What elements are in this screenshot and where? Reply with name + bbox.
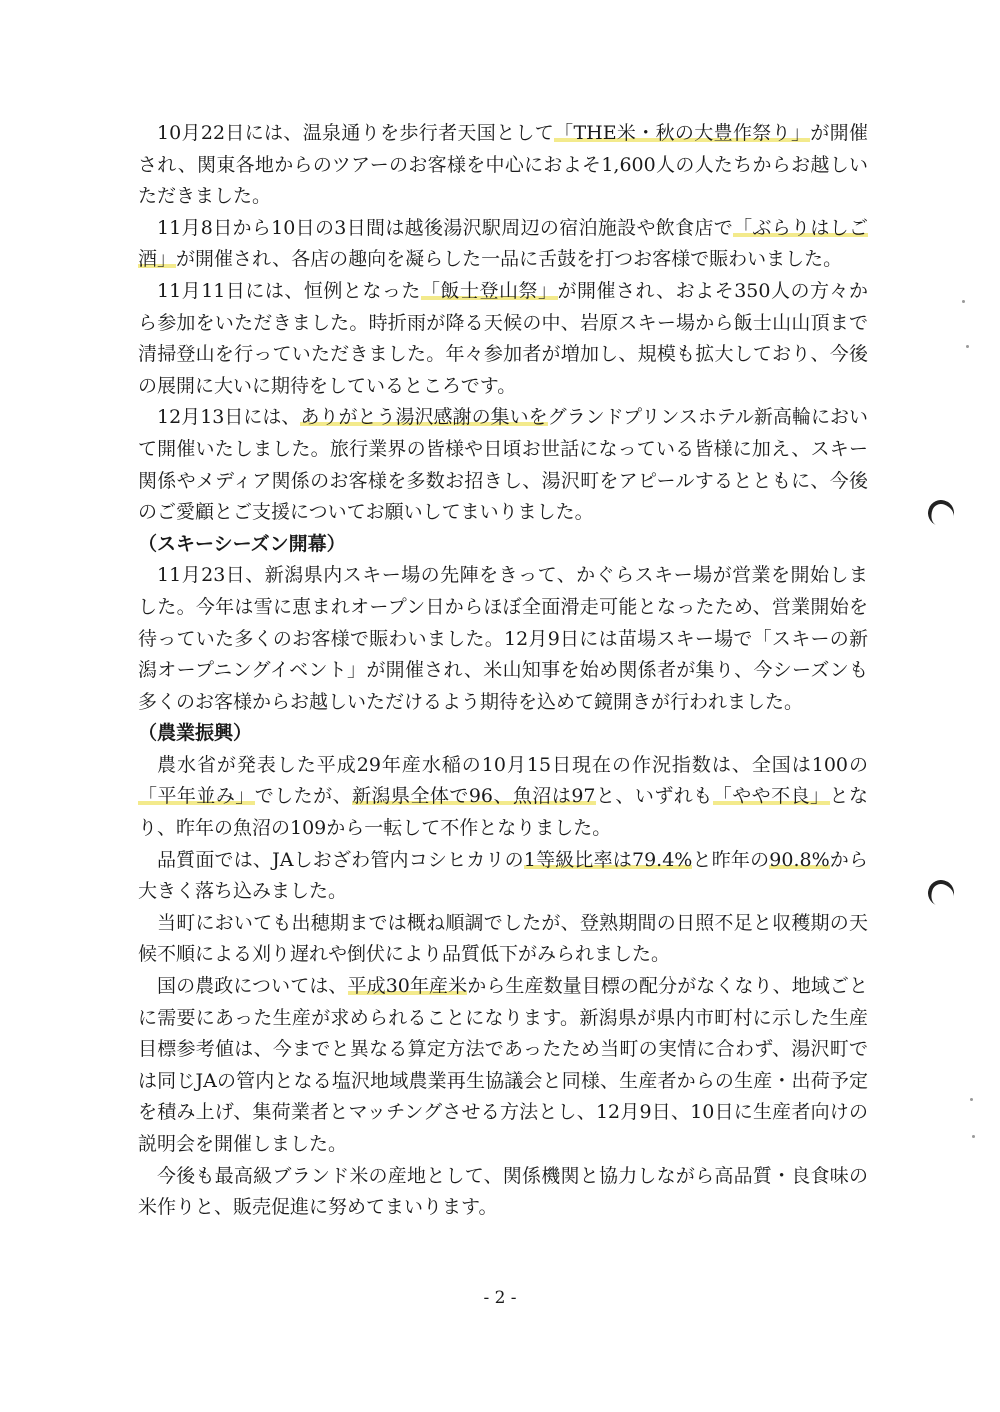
text: 10月22日には、温泉通りを歩行者天国として [157, 122, 555, 144]
paragraph-crop-index [138, 750, 868, 845]
text: 品質面では、JAしおざわ管内コシヒカリの [157, 848, 524, 871]
highlighted-text: 「THE米・秋の大豊作祭り」 [554, 122, 811, 144]
section-heading-ski: （スキーシーズン開幕） [138, 532, 346, 555]
text: と、いずれも [595, 785, 713, 808]
text: 11月11日には、恒例となった [157, 279, 421, 302]
text: 11月8日から10日の3日間は越後湯沢駅周辺の宿泊施設や飲食店で [157, 216, 734, 239]
text: と昨年の [692, 848, 770, 871]
paragraph-hashigozake [138, 213, 868, 276]
text: 農水省が発表した平成29年産水稲の10月15日現在の作況指数は、全国は100の [157, 753, 868, 776]
text: が開催され、およそ350人の方々から参加をいただきました。時折雨が降る天候の中、岩原スキー場から飯士山山頂まで清掃登山を行っていただきました。年々参加者が増加し、規模も拡大しており、今後の展開に大いに期待をしているところです。 [138, 279, 868, 397]
paragraph-quality [138, 845, 868, 908]
page-number: - 2 - [483, 1288, 517, 1308]
highlighted-text: 「ぶらりはしご酒」 [138, 216, 868, 271]
scan-speck [966, 345, 969, 348]
text: グランドプリンスホテル新高輪において開催いたしました。旅行業界の皆様や日頃お世話になっている皆様に加え、スキー関係やメディア関係のお客様を多数お招きし、湯沢町をアピールするとともに、今後のご愛顧とご支援についてお願いしてまいりました。 [138, 406, 868, 524]
paragraph-climbing [138, 276, 868, 402]
punch-hole-mark [924, 876, 957, 909]
paragraph-thanks [138, 402, 868, 528]
paragraph-policy [138, 971, 868, 1161]
highlighted-text: 「やや不良」 [712, 785, 830, 808]
paragraph-festival [138, 118, 868, 213]
section-heading-agriculture: （農業振興） [138, 722, 253, 745]
text: が開催され、各店の趣向を凝らした一品に舌鼓を打つお客様で賑わいました。 [176, 248, 843, 271]
text: となり、昨年の魚沼の109から一転して不作となりました。 [138, 785, 868, 840]
text: が開催され、関東各地からのツアーのお客様を中心におよそ1,600人の人たちからお越しいただきました。 [138, 122, 868, 208]
highlighted-text: 1等級比率は79.4% [523, 848, 693, 871]
text: から大きく落ち込みました。 [138, 848, 868, 903]
highlighted-text: ありがとう湯沢感謝の集いを [300, 406, 548, 429]
document-body [138, 118, 868, 1224]
highlighted-text: 90.8% [769, 848, 830, 871]
paragraph-future: 今後も最高級ブランド米の産地として、関係機関と協力しながら高品質・良食味の米作りと、販売促進に努めてまいります。 [138, 1164, 868, 1219]
text: でしたが、 [254, 785, 353, 808]
highlighted-text: 新潟県全体で96、魚沼は97 [352, 785, 596, 808]
highlighted-text: 平成30年産米 [347, 975, 468, 998]
paragraph-ski-season: 11月23日、新潟県内スキー場の先陣をきって、かぐらスキー場が営業を開始しました。今年は雪に恵まれオープン日からほぼ全面滑走可能となったため、営業開始を待っていた多くのお客様で賑わいました。12月9日には苗場スキー場で「スキーの新潟オープニングイベント」が開催され、米山知事を始め関係者が集り、今シーズンも多くのお客様からお越しいただけるよう期待を込めて鏡開きが行われました。 [138, 564, 868, 713]
scan-speck [962, 300, 965, 303]
punch-hole-mark [924, 496, 957, 529]
highlighted-text: 「平年並み」 [138, 785, 255, 808]
text: から生産数量目標の配分がなくなり、地域ごとに需要にあった生産が求められることになります。新潟県が県内市町村に示した生産目標参考値は、今までと異なる算定方法であったため当町の実情に合わず、湯沢町では同じJAの管内となる塩沢地域農業再生協議会と同様、生産者からの生産・出荷予定を積み上げ、集荷業者とマッチングさせる方法とし、12月9日、10日に生産者向けの説明会を開催しました。 [138, 975, 868, 1155]
scan-speck [970, 1098, 973, 1101]
text: 12月13日には、 [157, 406, 301, 429]
paragraph-local-harvest: 当町においても出穂期までは概ね順調でしたが、登熟期間の日照不足と収穫期の天候不順による刈り遅れや倒伏により品質低下がみられました。 [138, 911, 868, 966]
highlighted-text: 「飯士登山祭」 [420, 279, 558, 302]
text: 国の農政については、 [157, 975, 348, 998]
scan-speck [972, 1135, 975, 1138]
